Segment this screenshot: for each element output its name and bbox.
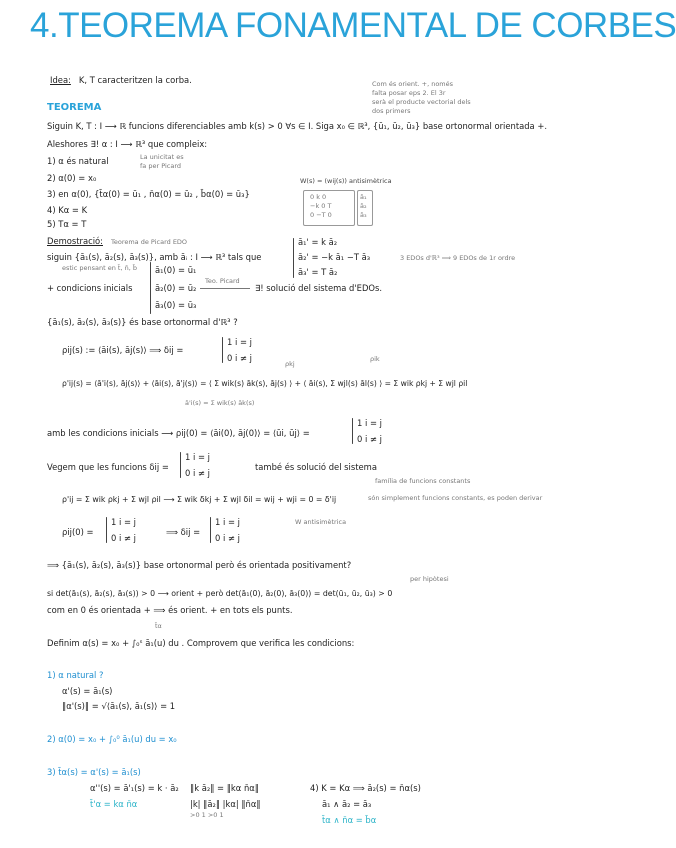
condition-item: 1) α és natural	[47, 156, 109, 166]
idea-text: K, T caracteritzen la corba.	[78, 75, 192, 85]
matrix-row: 0 −T 0	[310, 211, 332, 219]
theorem-line: Siguin K, T : I ⟶ ℝ funcions diferenciables amb k(s) > 0 ∀s ∈ I. Siga x₀ ∈ ℝ³, {ū₁, ū₂, ū₃} base ortonormal orientada +.	[47, 121, 548, 131]
system-brace	[293, 238, 294, 278]
vector-entry: ā₁	[360, 193, 367, 201]
check-2: 2) α(0) = x₀ + ∫₀⁰ ā₁(u) du = x₀	[47, 734, 177, 744]
matrix-row: −k 0 T	[310, 202, 332, 210]
delta-case: 1 i = j	[357, 418, 382, 428]
sum-note: ā'i(s) = Σ wik(s) āk(s)	[185, 399, 255, 407]
ic-brace	[150, 262, 151, 314]
proof-heading-line	[47, 236, 187, 247]
delta-case: 0 i ≠ j	[185, 468, 210, 478]
ic-label: + condicions inicials	[47, 283, 133, 293]
define-line: Definim α(s) = x₀ + ∫₀ˢ ā₁(u) du . Comprovem que verifica les condicions:	[47, 638, 355, 648]
check-3-norm	[190, 783, 259, 794]
delta-case: 0 i ≠ j	[215, 533, 240, 543]
check-1-line: α'(s) = ā₁(s)	[62, 686, 113, 696]
check-3-line: t̄'α = kα n̄α	[90, 799, 138, 809]
side-note-line: dos primers	[372, 107, 411, 115]
condition-item: 2) α(0) = x₀	[47, 173, 97, 183]
delta-brace	[106, 517, 107, 543]
side-note-line: falta posar eps 2. El 3r	[372, 89, 446, 97]
condition-item: 5) Tα = T	[47, 219, 87, 229]
page-title: 4.TEOREMA FONAMENTAL DE CORBES	[30, 6, 676, 45]
delta-brace	[180, 452, 181, 478]
ic-rho: amb les condicions inicials ⟶ ρij(0) = ⟨āi(0), āj(0)⟩ = ⟨ūi, ūj⟩ =	[47, 428, 310, 438]
system-eq: ā₂' = −k ā₁ −T ā₃	[298, 252, 371, 262]
rho-prime: ρ'ij(s) = ⟨ā'i(s), āj(s)⟩ + ⟨āi(s), ā'j(s)⟩ = ⟨ Σ wik(s) āk(s), āj(s) ⟩ + ⟨ āi(s), Σ wjl(s) āl(s) ⟩ = Σ wik ρkj + Σ wjl ρil	[62, 379, 468, 388]
rho-equation: ρ'ij = Σ wik ρkj + Σ wjl ρil ⟶ Σ wik δkj + Σ wjl δil = wij + wji = 0 = δ'ij	[62, 495, 337, 504]
rho-def: ρij(s) := ⟨āi(s), āj(s)⟩ ⟹ δij =	[62, 345, 184, 355]
det-line: si det(ā₁(s), ā₂(s), ā₃(s)) > 0 ⟶ orient + però det(ā₁(0), ā₂(0), ā₃(0)) = det(ū₁, ū₂, ū₃) > 0	[47, 589, 393, 598]
verify-line: Vegem que les funcions δij =	[47, 462, 169, 472]
system-eq: ā₁' = k ā₂	[298, 237, 338, 247]
deltaij-line: ⟹ δij =	[166, 527, 201, 537]
conclusion-line: ⟹ {ā₁(s), ā₂(s), ā₃(s)} base ortonormal però és orientada positivament?	[47, 560, 352, 570]
hyp-note: per hipòtesi	[410, 575, 449, 583]
side-note-line: Com és orient. +, només	[372, 80, 454, 88]
rho-label: ρkj	[285, 360, 295, 368]
delta-case: 1 i = j	[111, 517, 136, 527]
delta-case: 0 i ≠ j	[227, 353, 252, 363]
picard-label: Teo. Picard	[205, 277, 240, 285]
theorem-heading: TEOREMA	[47, 102, 102, 113]
delta-brace	[210, 517, 211, 543]
check-3-title: 3) t̄α(s) = α'(s) = ā₁(s)	[47, 767, 141, 777]
check-3-norm-3: >0 1 >0 1	[190, 811, 224, 819]
proof-line: siguin {ā₁(s), ā₂(s), ā₃(s)}, amb āᵢ : I ⟶ ℝ³ tals que	[47, 252, 262, 262]
check-3-norm-2: |k| ‖ā₂‖ |kα| ‖n̄α‖	[190, 799, 261, 809]
proof-heading: Demostració:	[47, 236, 103, 246]
delta-case: 0 i ≠ j	[111, 533, 136, 543]
rho0-line: ρij(0) =	[62, 527, 94, 537]
initial-condition: ā₃(0) = ū₃	[155, 300, 197, 310]
unique-solution: ∃! solució del sistema d'EDOs.	[255, 283, 383, 293]
check-3-line: α''(s) = ā'₁(s) = k · ā₂	[90, 783, 179, 793]
unicity-note: La unicitat es	[140, 153, 184, 161]
delta-case: 1 i = j	[185, 452, 210, 462]
define-note: t̄α	[155, 622, 162, 630]
initial-condition: ā₂(0) = ū₂	[155, 283, 197, 293]
verify-line-2: també és solució del sistema	[255, 462, 377, 472]
delta-brace	[352, 418, 353, 444]
delta-brace	[222, 337, 223, 363]
vector-entry: ā₃	[360, 211, 367, 219]
check-1-line: ‖α'(s)‖ = √⟨ā₁(s), ā₁(s)⟩ = 1	[62, 701, 176, 711]
family-note: família de funcions constants	[375, 477, 471, 485]
unicity-note: fa per Picard	[140, 162, 182, 170]
matrix-row: 0 k 0	[310, 193, 327, 201]
proof-ref: Teorema de Picard EDO	[110, 238, 188, 246]
simply-note: són simplement funcions constants, es poden derivar	[368, 494, 543, 502]
check-4-line: ā₁ ∧ ā₂ = ā₃	[322, 799, 372, 809]
idea-label: Idea:	[50, 75, 71, 85]
norm-eq: ‖k ā₂‖ = ‖kα n̄α‖	[190, 783, 259, 793]
delta-case: 1 i = j	[215, 517, 240, 527]
matrix-label: W(s) = (wij(s)) antisimètrica	[300, 177, 392, 185]
edo-note: 3 EDOs d'ℝ³ ⟹ 9 EDOs de 1r ordre	[400, 254, 516, 262]
system-eq: ā₃' = T ā₂	[298, 267, 338, 277]
delta-case: 0 i ≠ j	[357, 434, 382, 444]
condition-item: 4) Kα = K	[47, 205, 88, 215]
theorem-line: Aleshores ∃! α : I ⟶ ℝ³ que compleix:	[47, 139, 208, 149]
rho-label: ρik	[370, 355, 380, 363]
check-4-line: t̄α ∧ n̄α = b̄α	[322, 815, 377, 825]
initial-condition: ā₁(0) = ū₁	[155, 265, 197, 275]
condition-item: 3) en α(0), {t̄α(0) = ū₁ , n̄α(0) = ū₂ , b̄α(0) = ū₃}	[47, 189, 250, 199]
side-note-line: serà el producte vectorial dels	[372, 98, 471, 106]
idea-line	[50, 75, 192, 86]
continuity-line: com en 0 és orientada + ⟹ és orient. + en tots els punts.	[47, 605, 293, 615]
w-anti-note: W antisimètrica	[295, 518, 347, 526]
check-1-title: 1) α natural ?	[47, 670, 104, 680]
vector-entry: ā₂	[360, 202, 367, 210]
question-line: {ā₁(s), ā₂(s), ā₃(s)} és base ortonormal d'ℝ³ ?	[47, 317, 238, 327]
picard-arrow	[200, 288, 250, 289]
check-4: 4) K = Kα ⟹ ā₂(s) = n̄α(s)	[310, 783, 421, 793]
thinking-note: estic pensant en t̄, n̄, b̄	[62, 264, 137, 272]
delta-case: 1 i = j	[227, 337, 252, 347]
